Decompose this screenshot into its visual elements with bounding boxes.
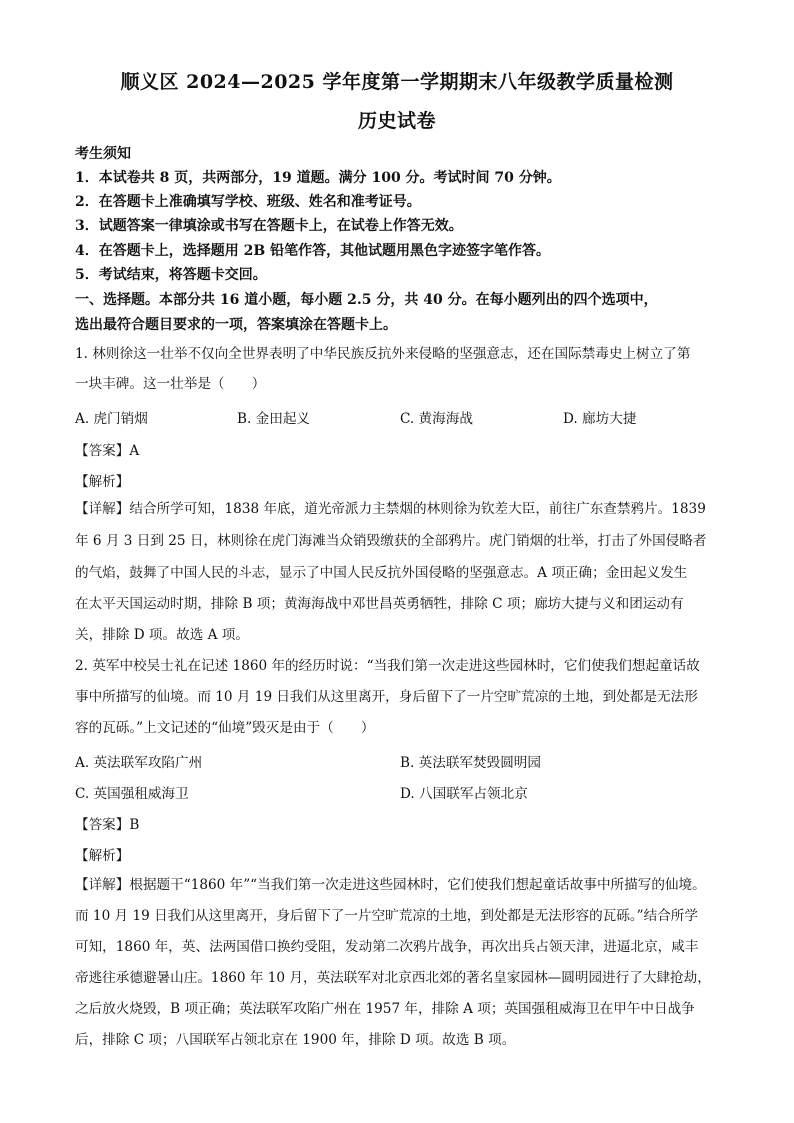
q1-detail: 的气焰，鼓舞了中国人民的斗志，显示了中国人民反抗外国侵略的坚强意志。A 项正确；金田起义发生 <box>75 565 688 581</box>
section-heading-cont: 选出最符合题目要求的一项，答案填涂在答题卡上。 <box>75 317 397 333</box>
q2-analysis-label: 【解析】 <box>75 848 130 864</box>
q1-answer: 【答案】A <box>75 443 140 459</box>
notice-item: 2．在答题卡上准确填写学校、班级、姓名和准考证号。 <box>75 194 421 210</box>
exam-title: 顺义区 2024—2025 学年度第一学期期末八年级教学质量检测 <box>120 71 674 93</box>
notice-item: 4．在答题卡上，选择题用 2B 铅笔作答，其他试题用黑色字迹签字笔作答。 <box>75 243 551 259</box>
q2-detail: 【详解】根据题干“1860 年”“当我们第一次走进这些园林时，它们使我们想起童话故事中所描写的仙境。 <box>75 877 706 893</box>
q1-option-c: C. 黄海海战 <box>400 411 473 427</box>
q2-option-d: D. 八国联军占领北京 <box>400 786 528 802</box>
question-2-stem: 事中所描写的仙境。而 10 月 19 日我们从这里离开，身后留下了一片空旷荒凉的土地，到处都是无法形 <box>75 689 698 705</box>
question-1-stem: 1. 林则徐这一壮举不仅向全世界表明了中华民族反抗外来侵略的坚强意志，还在国际禁毒史上树立了第 <box>75 346 691 362</box>
section-heading: 一、选择题。本部分共 16 道小题，每小题 2.5 分，共 40 分。在每小题列出的四个选项中， <box>75 292 658 308</box>
q1-analysis-label: 【解析】 <box>75 474 130 490</box>
q2-option-b: B. 英法联军焚毁圆明园 <box>400 755 541 771</box>
q1-detail: 关，排除 D 项。故选 A 项。 <box>75 627 249 643</box>
q1-detail: 在太平天国运动时期，排除 B 项；黄海海战中邓世昌英勇牺牲，排除 C 项；廊坊大捷与义和团运动有 <box>75 596 684 612</box>
exam-subtitle: 历史试卷 <box>357 110 436 132</box>
notice-item: 3．试题答案一律填涂或书写在答题卡上，在试卷上作答无效。 <box>75 218 463 234</box>
q1-option-b: B. 金田起义 <box>237 411 311 427</box>
q1-detail: 年 6 月 3 日到 25 日，林则徐在虎门海滩当众销毁缴获的全部鸦片。虎门销烟的壮举，打击了外国侵略者 <box>75 533 707 549</box>
question-1-stem: 一块丰碑。这一壮举是（ ） <box>75 376 266 392</box>
notice-item: 5．考试结束，将答题卡交回。 <box>75 267 267 283</box>
q2-detail: 之后放火烧毁，B 项正确；英法联军攻陷广州在 1957 年，排除 A 项；英国强租威海卫在甲午中日战争 <box>75 1001 695 1017</box>
q1-option-d: D. 廊坊大捷 <box>563 411 637 427</box>
q2-answer: 【答案】B <box>75 817 140 833</box>
q1-option-a: A. 虎门销烟 <box>75 411 148 427</box>
question-2-stem: 2. 英军中校吴士礼在记述 1860 年的经历时说：“当我们第一次走进这些园林时，它们使我们想起童话故 <box>75 658 700 674</box>
question-2-stem: 容的瓦砾。”上文记述的“仙境”毁灭是由于（ ） <box>75 720 375 736</box>
q2-detail: 而 10 月 19 日我们从这里离开，身后留下了一片空旷荒凉的土地，到处都是无法形容的瓦砾。”结合所学 <box>75 908 698 924</box>
q2-option-c: C. 英国强租威海卫 <box>75 786 189 802</box>
notice-heading: 考生须知 <box>75 146 131 162</box>
notice-item: 1．本试卷共 8 页，共两部分，19 道题。满分 100 分。考试时间 70 分钟。 <box>75 170 561 186</box>
q1-detail: 【详解】结合所学可知，1838 年底，道光帝派力主禁烟的林则徐为钦差大臣，前往广东查禁鸦片。1839 <box>75 501 706 517</box>
q2-detail: 后，排除 C 项；八国联军占领北京在 1900 年，排除 D 项。故选 B 项。 <box>75 1032 516 1048</box>
q2-option-a: A. 英法联军攻陷广州 <box>75 755 203 771</box>
q2-detail: 帝逃往承德避暑山庄。1860 年 10 月，英法联军对北京西北郊的著名皇家园林—圆明园进行了大肆抢劫， <box>75 970 711 986</box>
q2-detail: 可知，1860 年，英、法两国借口换约受阻，发动第二次鸦片战争，再次出兵占领天津，进逼北京，咸丰 <box>75 939 699 955</box>
